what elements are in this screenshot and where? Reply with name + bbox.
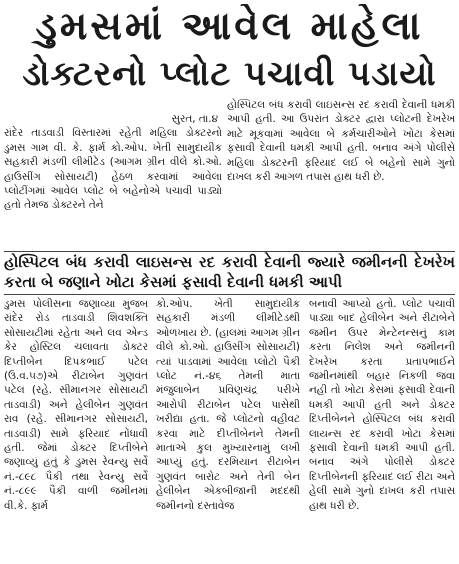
body-column-1 (4, 297, 148, 562)
body-column-3-text: બનાવી આપ્યો હતો. પ્લોટ પચાવી પાડ્યા બાદ હેલીબેન અને રીટાબેને જમીન ઉપર મેન્ટેનન્સનું કામ કરતા નિલેશ અને જમીનની દેખરેખ કરતા પ્રતાપભાઈને જમીનમાંથી બહાર નિકળી જવા નહી તો ખોટા કેસમાં ફસાવી દેવાની ધમકી આપી હતી અને ડોક્ટર દિપ્તીબેનને હોસ્પિટલ બંધ કરાવી લાયન્સ રદ કરાવી ખોટા કેસમાં ફસાવી દેવાની ધમકી આપી હતી. બનાવ અંગે પોલીસે ડોક્ટર દિપ્તીબેનની ફરિયાદ લઈ રીટા અને હેલી સામે ગુનો દાખલ કરી તપાસ હાથ ધરી છે. (309, 298, 455, 512)
headline-line-1: ડુમસમાં આવેલ માહેલા (35, 4, 424, 49)
intro-right-text: હોસ્પિટલ બંધ કરાવી લાઇસન્સ રદ કરાવી દેવાની ધમકી આપી હતી. આ ઉપરાંત ડોક્ટર દ્વારા પ્લોટની દેખરેખ માટે મૂકવામાં આવેલા બે કર્મચારીઓને ખોટા કેસમાં ફસાવી દેવાની ધમકી આપી હતી. બનાવ અંગે પોલીસે મહિલા ડોક્ટરની ફરિયાદ લઈ બે બહેનો સામે ગુનો દાખલ કરી આગળ તપાસ હાથ ધરી છે. (227, 99, 455, 184)
body-column-3 (309, 297, 455, 562)
intro-right-column (227, 98, 455, 254)
divider-bottom (4, 294, 455, 295)
subheadline: હોસ્પિટલ બંધ કરાવી લાઇસન્સ રદ કરાવી દેવાની જ્યારે જમીનની દેખરેખ કરતા બે જણાને ખોટા કેસમાં ફસાવી દેવાની ધમકી આપી (4, 253, 455, 291)
body-column-2-text: કો.ઓપ. ખેતી સામુદાયીક સહકારી મંડળી લીમીટેડથી ઓળખાય છે. (હાલમાં આગમ ગ્રીન વીલે કો.ઓ. હાઉસીંગ સોસાયટી) ત્યાં પાડવામાં આવેલા પ્લોટો પૈકી પ્લોટ નં.-૪૬ તેમની માતા મંજુલાબેન પ્રવિણચંદ્ર પરીખે આરોપી રીટાબેન પટેલ પાસેથી ખરીદ્યા હતા. જે પ્લોટનો વહીવટ કરવા માટે દીપ્તીબેનને તેમની માતાએ કુલ મુખ્યારનામું લખી આપ્યું હતું. દરમિયાન રીટાબેન ગુણવંત બારોટ અને તેની બેન હેલીબેન એકબીજાની મદદથી જમીનનો દસ્તાવેજ (156, 298, 300, 512)
body-column-2 (156, 297, 300, 562)
intro-left-column (4, 112, 222, 252)
dateline: સુરત, તા.૪ (171, 113, 218, 125)
intro-left-text: રાંદેર તાડવાડી વિસ્તારમાં રહેતી મહિલા ડોક્ટરનો ડુમસ ગામ વી. કે. ફાર્મ કો.ઓપ. ખેતી સામુદાયીક સહકારી મંડળી લીમીટેડ (આગમ ગ્રીન વીલે કો.ઓ. હાઉસીંગ સોસાયટી) હેઠળ કરવામાં આવેલા પ્લોટીંગમાં આવેલ પ્લોટ બે બહેનોએ પચાવી પાડ્યો હતો તેમજ ડોક્ટરને તેને (4, 127, 222, 212)
headline-line-2: ડોક્ટરનો પ્લોટ પચાવી પડાયો (22, 54, 437, 94)
body-column-1-text: ડુમસ પોલીસના જણાવ્યા મુજબ રાંદેર રોડ તાડવાડી શિવશક્તિ સોસાયટીમાં રહેતા અને લવ એન્ડ કેર હોસ્ટિલ ચલાવતા ડોક્ટર દિપ્તીબેન દિપકભાઈ પટેલ (ઉ.વ.૫૭)એ રીટાબેન ગુણવંત પટેલ (રહે. સીમાનગર સોસાયટી તાડવાડી) અને હેલીબેન ગુણવંત રાવ (રહે. સીમાનગર સોસાયટી, તાડવાડી) સામે ફરિયાદ નોંધાવી હતી. જેમાં ડોક્ટર દિપ્તીબેને જણાવ્યું હતું કે ડુમસ રેવન્યુ સર્વે નં.-૮૯૮ પૈકી તથા રેવન્યુ સર્વે નં.-૮૯૯ પૈકી વાળી જમીનમાં વી.કે. ફાર્મ (4, 298, 148, 512)
